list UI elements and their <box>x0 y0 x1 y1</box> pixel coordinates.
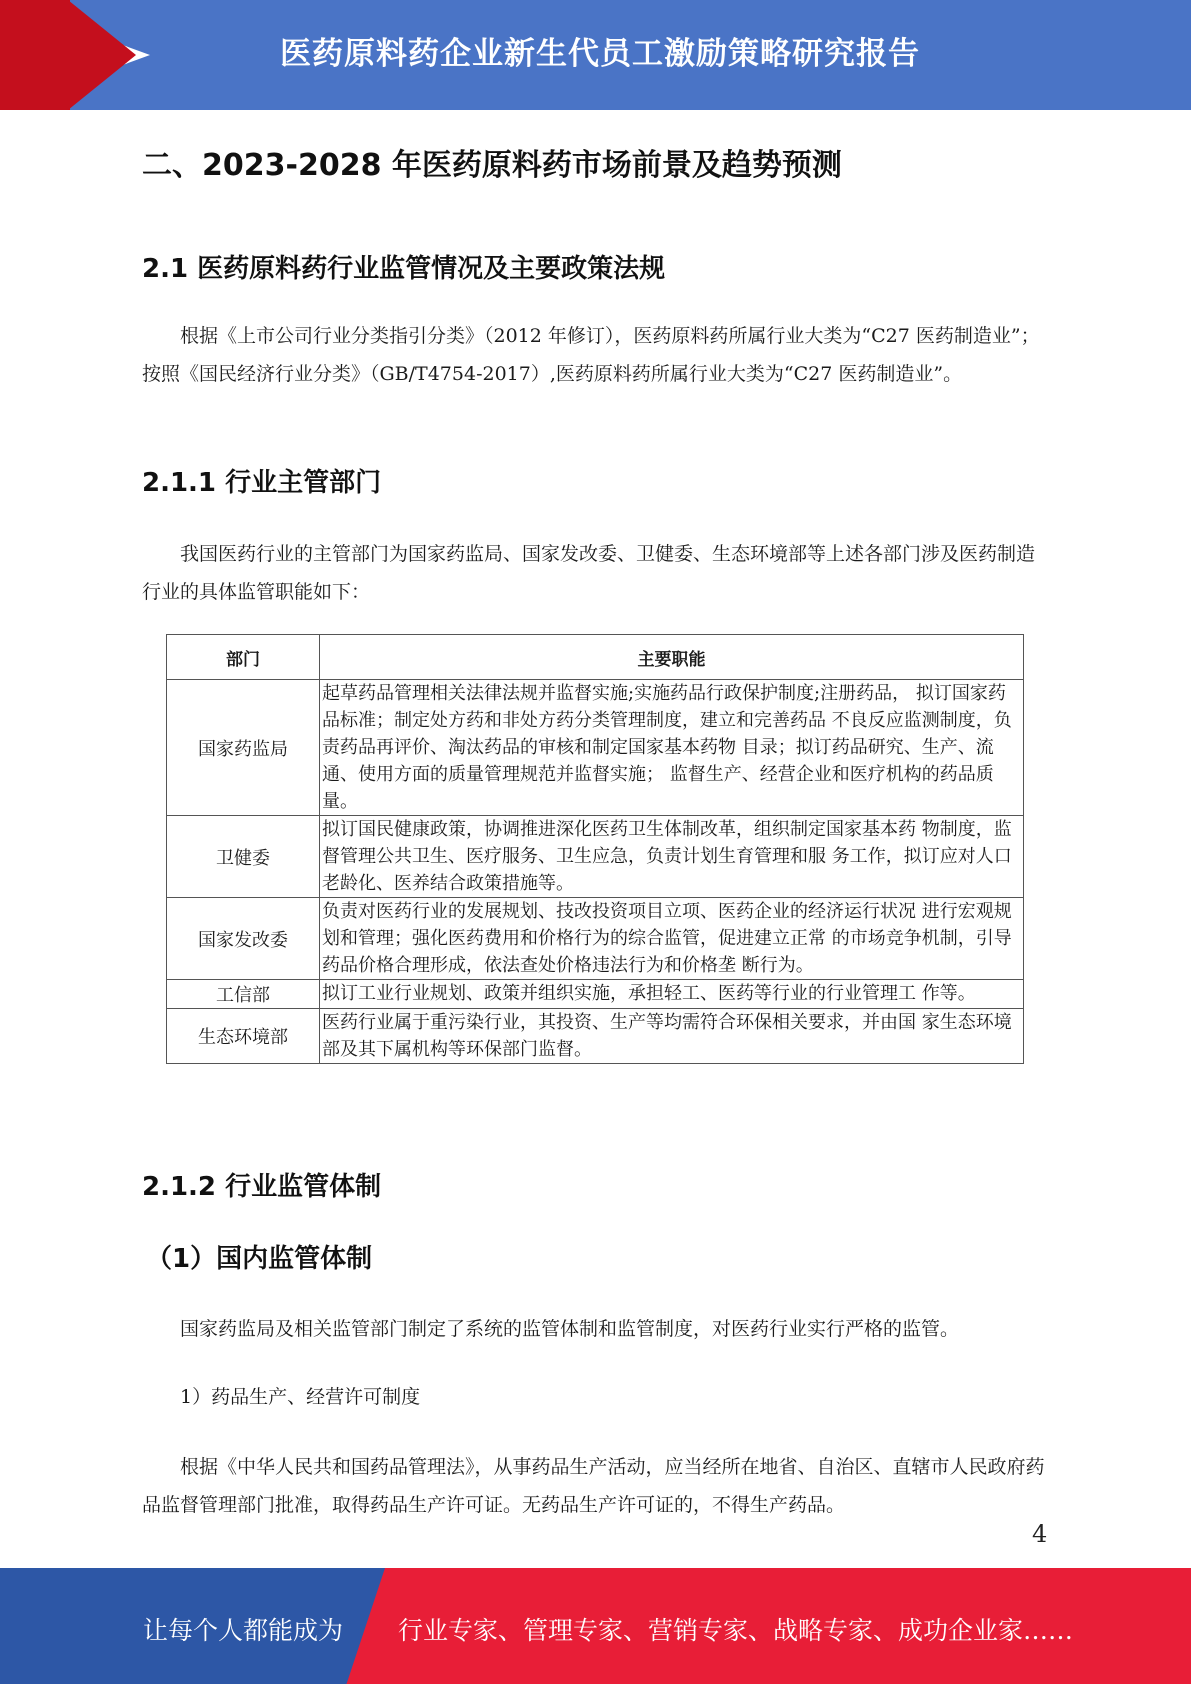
paragraph-domestic-regulation: 国家药监局及相关监管部门制定了系统的监管体制和监管制度，对医药行业实行严格的监管。 <box>180 1318 960 1340</box>
table-cell-duty: 负责对医药行业的发展规划、技改投资项目立项、医药企业的经济运行状况 进行宏观规划和管理；强化医药费用和价格行为的综合监管，促进建立正常 的市场竞争机制，引导药品价格合理形成，依法查处价格违法行为和价格垄 断行为。 <box>320 898 1024 980</box>
paragraph-industry-classification: 根据《上市公司行业分类指引分类》（2012 年修订），医药原料药所属行业大类为“C27 医药制造业”；按照《国民经济行业分类》（GB/T4754-2017）,医药原料药所属行业大类为“C27 医药制造业”。 <box>142 325 1040 385</box>
section-title: 二、2023-2028 年医药原料药市场前景及趋势预测 <box>142 148 842 183</box>
table-cell-dept: 国家药监局 <box>167 680 320 816</box>
table-header-row <box>167 635 1024 680</box>
footer-slogan: 让每个人都能成为 <box>143 1616 344 1645</box>
subsection-title-2-1-2: 2.1.2 行业监管体制 <box>142 1172 382 1202</box>
page-number: 4 <box>1032 1520 1048 1548</box>
table-cell-duty: 拟订工业行业规划、政策并组织实施，承担轻工、医药等行业的行业管理工 作等。 <box>320 980 1024 1009</box>
header-banner <box>0 0 1191 110</box>
table-row <box>167 980 1024 1009</box>
table-cell-duty: 拟订国民健康政策，协调推进深化医药卫生体制改革，组织制定国家基本药 物制度，监督管理公共卫生、医疗服务、卫生应急，负责计划生育管理和服 务工作，拟订应对人口老龄化、医养结合政策措施等。 <box>320 816 1024 898</box>
table-cell-dept: 国家发改委 <box>167 898 320 980</box>
table-header-duty: 主要职能 <box>320 635 1024 680</box>
table-row <box>167 898 1024 980</box>
list-item-license-system: 1）药品生产、经营许可制度 <box>180 1386 421 1408</box>
table-row <box>167 1009 1024 1064</box>
table-cell-duty: 起草药品管理相关法律法规并监督实施;实施药品行政保护制度;注册药品， 拟订国家药品标准；制定处方药和非处方药分类管理制度，建立和完善药品 不良反应监测制度，负责药品再评价、淘汰药品的审核和制定国家基本药物 目录；拟订药品研究、生产、流通、使用方面的质量管理规范并监督实施； 监督生产、经营企业和医疗机构的药品质量。 <box>320 680 1024 816</box>
table-cell-duty: 医药行业属于重污染行业，其投资、生产等均需符合环保相关要求，并由国 家生态环境部及其下属机构等环保部门监督。 <box>320 1009 1024 1064</box>
arrow-decoration-red-tip <box>68 0 136 110</box>
subsection-title-2-1-1: 2.1.1 行业主管部门 <box>142 468 382 498</box>
report-title: 医药原料药企业新生代员工激励策略研究报告 <box>280 36 920 72</box>
subsection-title-domestic: （1）国内监管体制 <box>146 1244 373 1274</box>
paragraph-authorities: 我国医药行业的主管部门为国家药监局、国家发改委、卫健委、生态环境部等上述各部门涉及医药制造行业的具体监管职能如下： <box>142 543 1036 603</box>
table-cell-dept: 卫健委 <box>167 816 320 898</box>
paragraph-drug-law: 根据《中华人民共和国药品管理法》，从事药品生产活动，应当经所在地省、自治区、直辖市人民政府药品监督管理部门批准，取得药品生产许可证。无药品生产许可证的，不得生产药品。 <box>142 1456 1045 1516</box>
footer-banner <box>0 1568 1191 1684</box>
authority-duties-table <box>166 634 1024 1064</box>
table-cell-dept: 工信部 <box>167 980 320 1009</box>
arrow-decoration-red-block <box>0 0 70 110</box>
subsection-title-2-1: 2.1 医药原料药行业监管情况及主要政策法规 <box>142 254 666 284</box>
footer-roles: 行业专家、管理专家、营销专家、战略专家、成功企业家…… <box>398 1616 1074 1645</box>
table-row <box>167 816 1024 898</box>
table-cell-dept: 生态环境部 <box>167 1009 320 1064</box>
table-header-dept: 部门 <box>167 635 320 680</box>
table-row <box>167 680 1024 816</box>
